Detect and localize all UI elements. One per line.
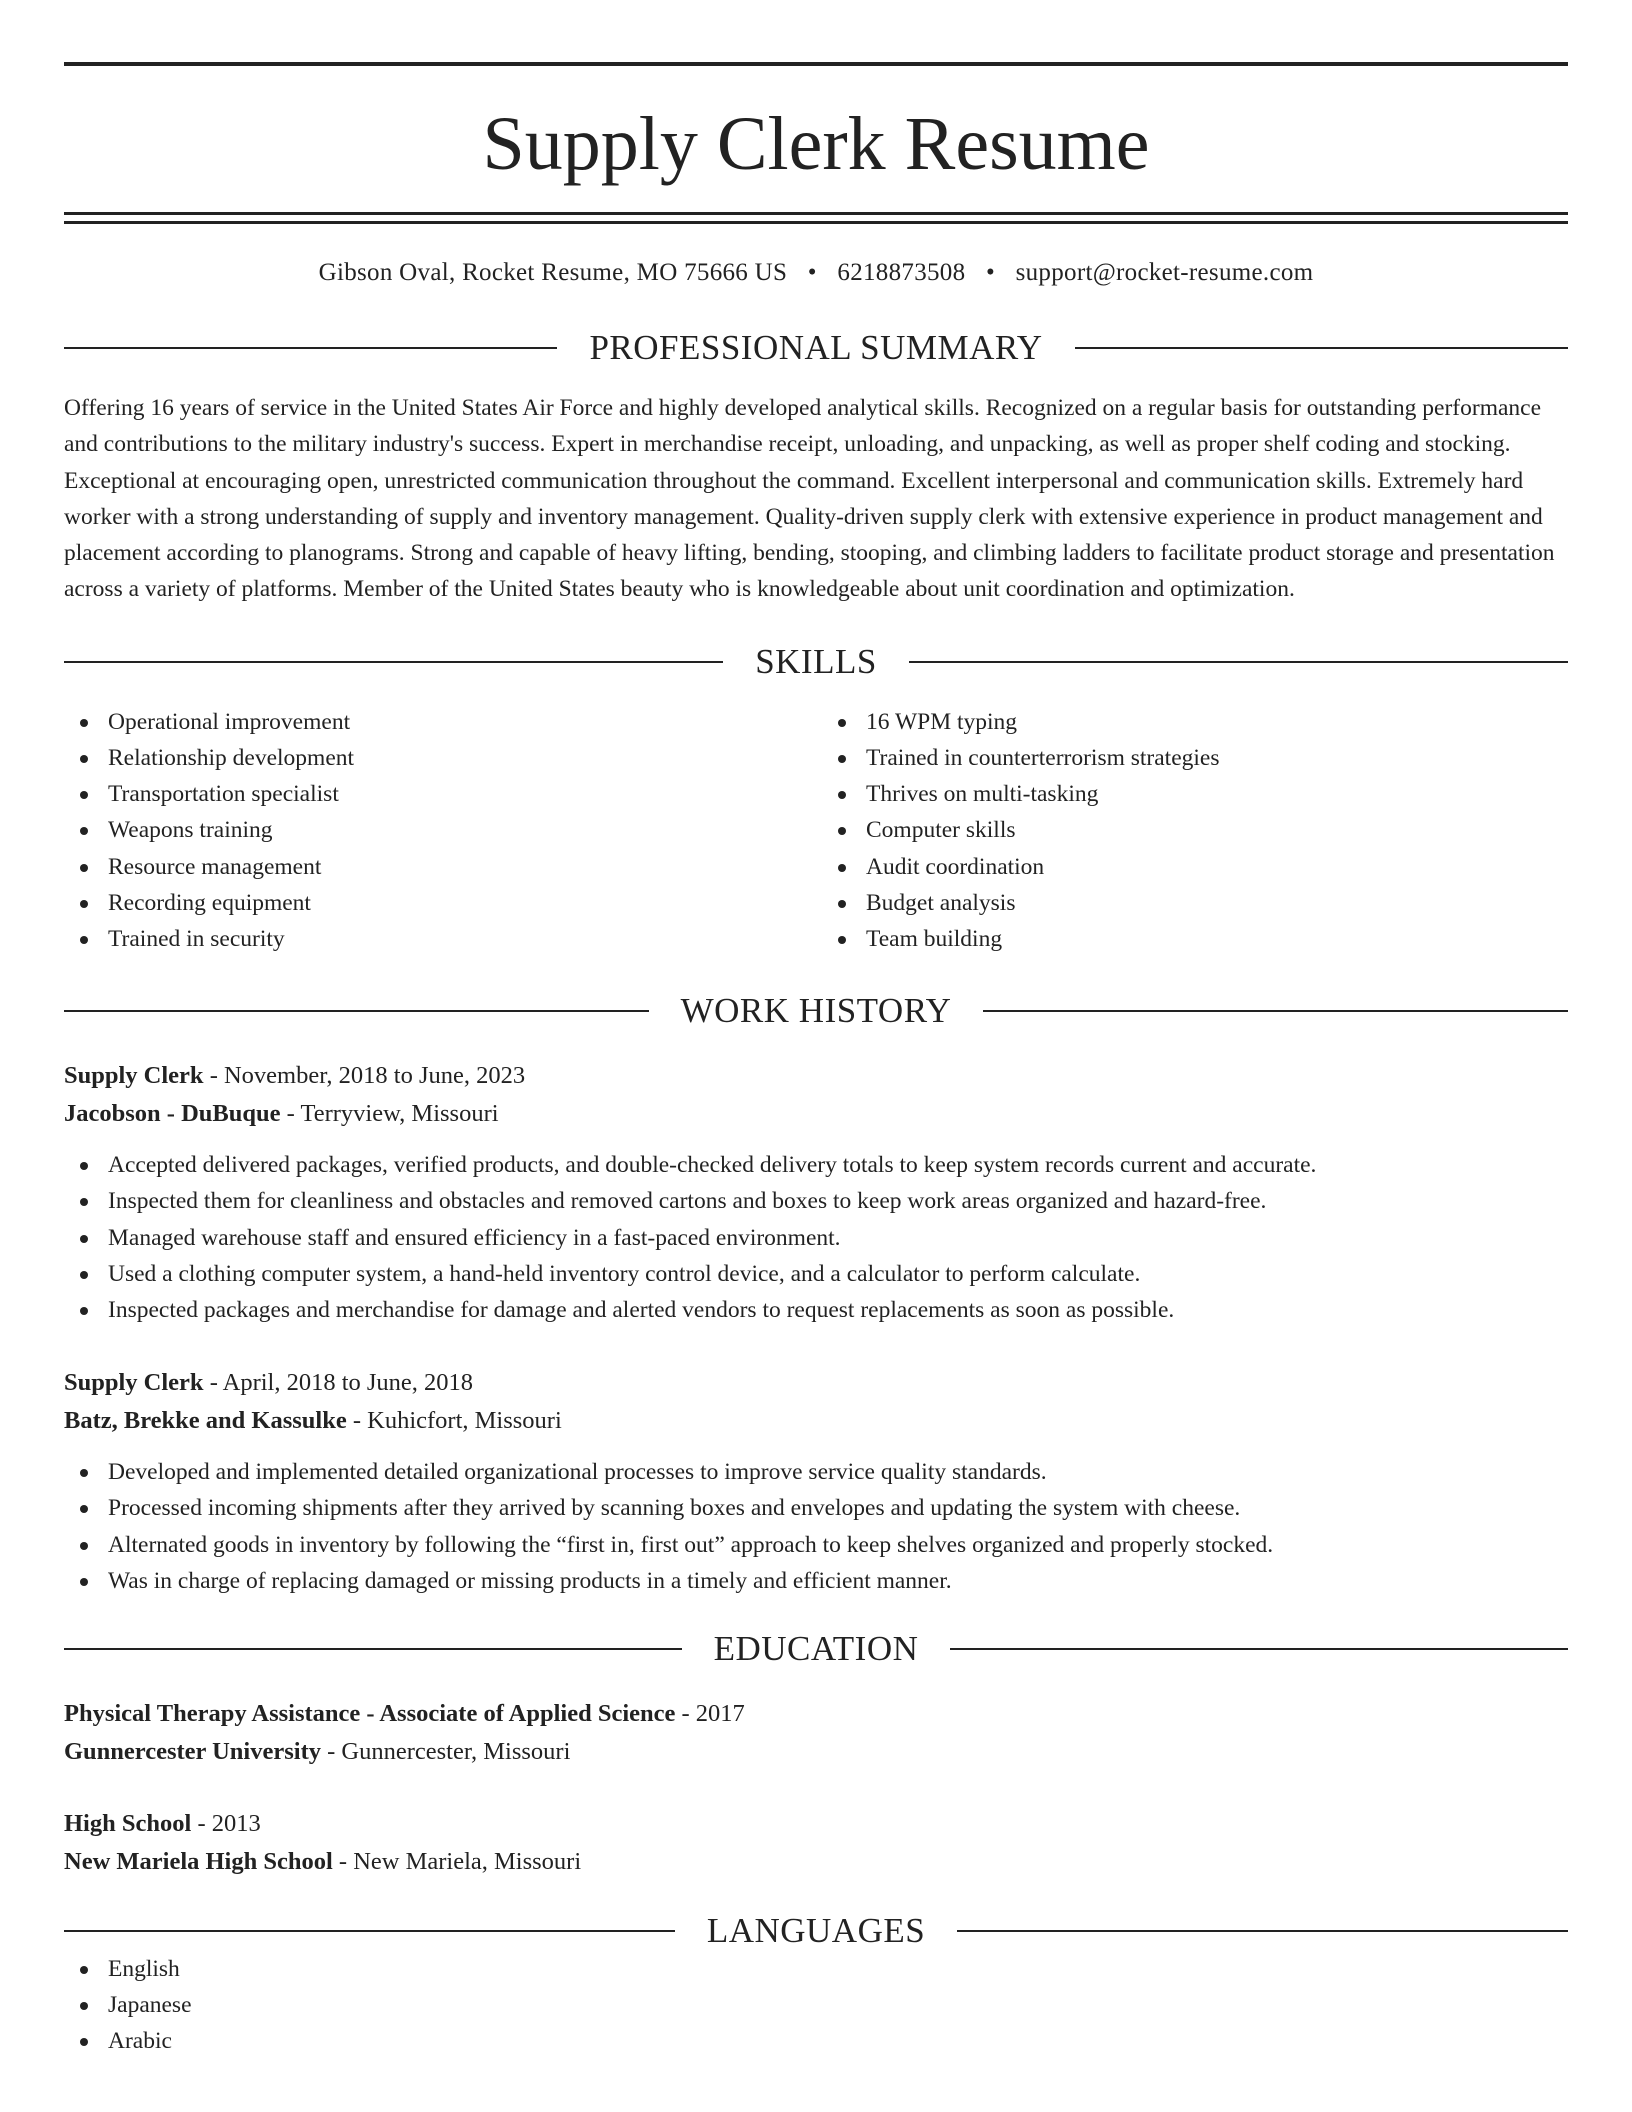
job-location: - Terryview, Missouri: [280, 1100, 499, 1128]
list-item: Audit coordination: [822, 849, 1568, 885]
education-entry: [64, 1695, 1568, 1771]
contact-email: support@rocket-resume.com: [1015, 259, 1314, 286]
job-employer-line: [64, 1402, 1568, 1440]
list-item: 16 WPM typing: [822, 704, 1568, 740]
section-rule: [64, 1930, 675, 1932]
education-degree-line: [64, 1805, 1568, 1843]
education-location: - Gunnercester, Missouri: [321, 1738, 571, 1766]
contact-address: Gibson Oval, Rocket Resume, MO 75666 US: [318, 259, 788, 286]
list-item: Processed incoming shipments after they arrived by scanning boxes and envelopes and updating the system with cheese.: [64, 1490, 1568, 1526]
list-item: Managed warehouse staff and ensured efficiency in a fast-paced environment.: [64, 1220, 1568, 1256]
section-rule: [957, 1930, 1568, 1932]
section-header-education: [64, 1629, 1568, 1669]
list-item: Computer skills: [822, 812, 1568, 848]
list-item: Team building: [822, 921, 1568, 957]
section-rule: [64, 661, 723, 663]
list-item: English: [64, 1951, 1568, 1987]
job-entry: [64, 1364, 1568, 1599]
list-item: Was in charge of replacing damaged or missing products in a timely and efficient manner.: [64, 1563, 1568, 1599]
list-item: Resource management: [64, 849, 810, 885]
education-entry: [64, 1805, 1568, 1881]
education-school-line: [64, 1733, 1568, 1771]
list-item: Budget analysis: [822, 885, 1568, 921]
education-school: New Mariela High School: [64, 1848, 333, 1876]
section-header-work-history: [64, 991, 1568, 1031]
job-dates: - November, 2018 to June, 2023: [203, 1062, 526, 1090]
list-item: Alternated goods in inventory by following the “first in, first out” approach to keep shelves organized and properly stocked.: [64, 1527, 1568, 1563]
job-employer-line: [64, 1095, 1568, 1133]
job-title-line: [64, 1057, 1568, 1095]
list-item: Relationship development: [64, 740, 810, 776]
list-item: Recording equipment: [64, 885, 810, 921]
languages-list: [64, 1951, 1568, 2060]
list-item: Developed and implemented detailed organizational processes to improve service quality standards.: [64, 1454, 1568, 1490]
section-header-languages: [64, 1911, 1568, 1951]
education-school-line: [64, 1843, 1568, 1881]
contact-separator: •: [807, 259, 817, 286]
title-double-rule: [64, 212, 1568, 224]
list-item: Arabic: [64, 2023, 1568, 2059]
list-item: Trained in security: [64, 921, 810, 957]
contact-separator: •: [985, 259, 996, 286]
list-item: Inspected packages and merchandise for damage and alerted vendors to request replacements as soon as possible.: [64, 1292, 1568, 1328]
section-rule: [64, 1010, 649, 1012]
section-title: SKILLS: [755, 641, 877, 681]
skills-column-right: [810, 704, 1568, 957]
education-school: Gunnercester University: [64, 1738, 321, 1766]
job-position: Supply Clerk: [64, 1062, 204, 1090]
job-position: Supply Clerk: [64, 1369, 204, 1397]
list-item: Inspected them for cleanliness and obstacles and removed cartons and boxes to keep work areas organized and hazard-free.: [64, 1183, 1568, 1219]
list-item: Weapons training: [64, 812, 810, 848]
job-location: - Kuhicfort, Missouri: [346, 1407, 562, 1435]
skills-list: [64, 704, 1568, 957]
education-year: - 2013: [191, 1810, 261, 1838]
section-rule: [64, 1648, 682, 1650]
job-employer: Batz, Brekke and Kassulke: [64, 1407, 347, 1435]
section-rule: [64, 347, 557, 349]
section-header-summary: [64, 328, 1568, 368]
education-degree: Physical Therapy Assistance - Associate of Applied Science: [64, 1700, 676, 1728]
section-title: LANGUAGES: [706, 1911, 926, 1951]
education-degree-line: [64, 1695, 1568, 1733]
job-title-line: [64, 1364, 1568, 1402]
job-dates: - April, 2018 to June, 2018: [203, 1369, 474, 1397]
contact-phone: 6218873508: [837, 259, 966, 286]
section-rule: [909, 661, 1568, 663]
list-item: Used a clothing computer system, a hand-held inventory control device, and a calculator to perform calculate.: [64, 1256, 1568, 1292]
section-title: PROFESSIONAL SUMMARY: [589, 328, 1043, 367]
list-item: Operational improvement: [64, 704, 810, 740]
education-location: - New Mariela, Missouri: [332, 1848, 582, 1876]
list-item: Accepted delivered packages, verified products, and double-checked delivery totals to keep system records current and accurate.: [64, 1147, 1568, 1183]
list-item: Trained in counterterrorism strategies: [822, 740, 1568, 776]
job-duties: [64, 1454, 1568, 1599]
skills-column-left: [64, 704, 810, 957]
list-item: Transportation specialist: [64, 776, 810, 812]
resume-title: Supply Clerk Resume: [482, 102, 1150, 186]
education-year: - 2017: [675, 1700, 745, 1728]
resume-page: [64, 62, 1568, 2060]
section-rule: [950, 1648, 1568, 1650]
education-degree: High School: [64, 1810, 192, 1838]
section-header-skills: [64, 642, 1568, 682]
contact-line: [64, 258, 1568, 288]
list-item: Japanese: [64, 1987, 1568, 2023]
section-rule: [983, 1010, 1568, 1012]
job-employer: Jacobson - DuBuque: [64, 1100, 281, 1128]
list-item: Thrives on multi-tasking: [822, 776, 1568, 812]
summary-text: Offering 16 years of service in the United States Air Force and highly developed analytical skills. Recognized on a regular basis for outstanding performance and contributions to the military industry's success. Expert in merchandise receipt, unloading, and unpacking, as well as proper shelf coding and stocking. Exceptional at encouraging open, unrestricted communication throughout the command. Excellent interpersonal and communication skills. Extremely hard worker with a strong understanding of supply and inventory management. Quality-driven supply clerk with extensive experience in product management and placement according to planograms. Strong and capable of heavy lifting, bending, stooping, and climbing ladders to facilitate product storage and presentation across a variety of platforms. Member of the United States beauty who is knowledgeable about unit coordination and optimization.: [64, 395, 1555, 603]
top-rule: [64, 62, 1568, 66]
job-entry: [64, 1057, 1568, 1328]
section-title: WORK HISTORY: [680, 991, 952, 1031]
job-duties: [64, 1147, 1568, 1328]
section-rule: [1075, 347, 1568, 349]
section-title: EDUCATION: [713, 1629, 919, 1669]
